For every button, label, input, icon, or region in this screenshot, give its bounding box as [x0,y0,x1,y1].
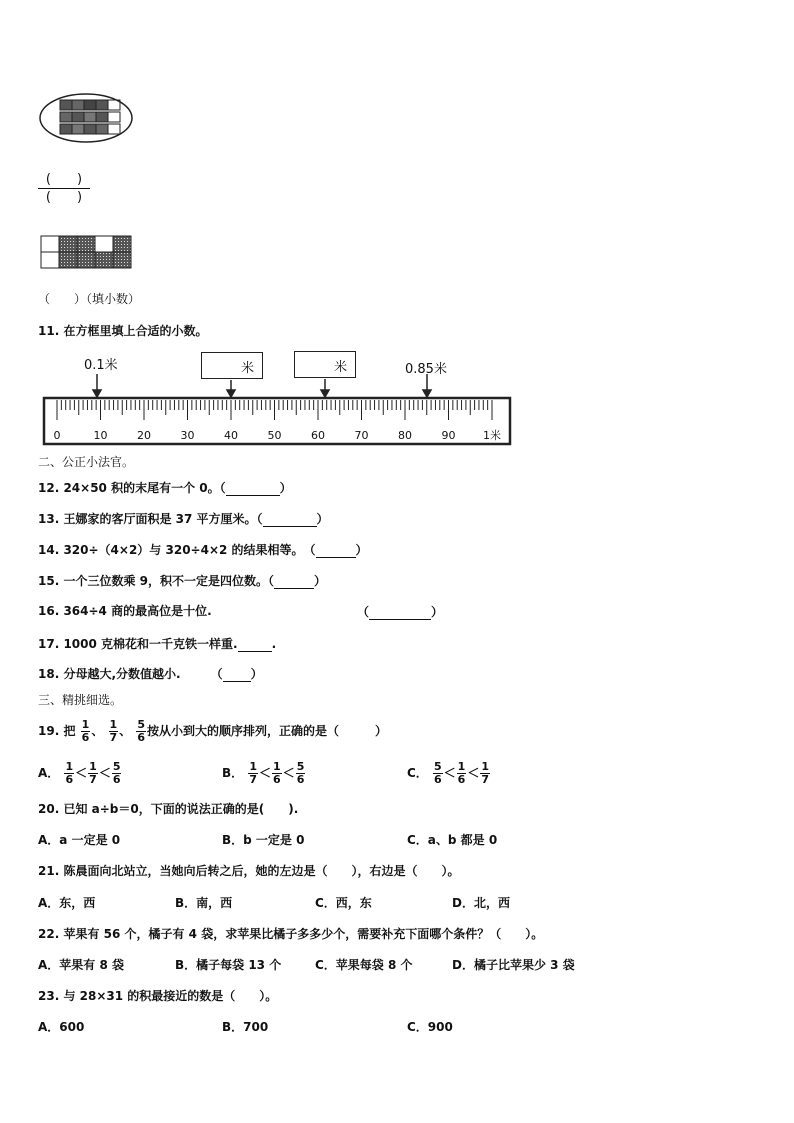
ruler-tick-label: 30 [180,429,195,442]
q20-option-c[interactable]: C．a、b 都是 0 [407,833,498,847]
q21-option-a[interactable]: A．东，西 [38,896,96,910]
section-3-title: 三、精挑细选。 [38,693,123,707]
fraction: $\frac{1}{7}$ [109,718,118,744]
q23-option-c[interactable]: C．900 [407,1020,453,1034]
ruler-svg [40,346,514,450]
question-text: 在方框里填上合适的小数。 [63,324,208,338]
ruler-tick-label: 70 [354,429,369,442]
answer-blank[interactable] [316,541,356,558]
fraction: $\frac{1}{6}$ [65,760,74,786]
question-text: 一个三位数乘 9，积不一定是四位数。（ [63,574,274,588]
less-than-sign: ＜ [259,766,272,780]
question-12: 12. 24×50 积的末尾有一个 0。（ ） [38,481,292,495]
question-16 [38,603,212,619]
q23-option-b[interactable]: B．700 [222,1020,269,1034]
question-number: 17. [38,637,60,651]
question-11 [38,323,207,339]
shaded-grid-figure [40,235,136,269]
fraction: $\frac{1}{7}$ [249,760,257,786]
q20-option-b[interactable]: B．b 一定是 0 [222,833,305,847]
question-text: 1000 克棉花和一千克铁一样重. [63,637,238,651]
fraction: $\frac{1}{7}$ [481,760,489,786]
question-text: 按从小到大的顺序排列，正确的是（ ） [147,724,388,738]
answer-blank[interactable] [223,665,251,682]
ruler-tick-label: 90 [441,429,456,442]
fraction-blank-numerator[interactable]: ( ) [38,172,90,189]
q22-option-d[interactable]: D．橘子比苹果少 3 袋 [452,958,575,972]
question-number: 14. [38,543,60,557]
oval-grid-figure [38,92,134,144]
fraction: $\frac{5}{6}$ [137,718,145,744]
question-number: 11. [38,324,60,338]
question-text: 与 28×31 的积最接近的数是（ ）。 [63,989,278,1003]
answer-blank[interactable] [369,603,431,620]
fraction: $\frac{5}{6}$ [112,760,121,786]
question-14: 14. 320÷（4×2）与 320÷4×2 的结果相等。 （ ） [38,543,368,557]
question-13: 13. 王娜家的客厅面积是 37 平方厘米。（ ） [38,512,329,526]
q22-option-b[interactable]: B．橘子每袋 13 个 [175,958,282,972]
fraction-blank-denominator[interactable]: ( ) [45,190,83,205]
shaded-grid-svg [40,235,136,269]
q22-option-c[interactable]: C．苹果每袋 8 个 [315,958,413,972]
answer-blank[interactable] [274,572,314,589]
question-number: 18. [38,667,60,681]
q21-option-c[interactable]: C．西，东 [315,896,372,910]
decimal-blank: （ ）（填小数） [38,292,141,306]
question-15: 15. 一个三位数乘 9，积不一定是四位数。（ ） [38,574,326,588]
fraction: $\frac{1}{6}$ [273,760,281,786]
q19-option-c[interactable] [407,756,491,790]
section-2-title: 二、公正小法官。 [38,455,135,469]
question-16-blank: （ ） [357,605,444,619]
ruler-label-left: 0.1米 [84,358,118,373]
question-text: 王娜家的客厅面积是 37 平方厘米。（ [63,512,263,526]
ruler-tick-label: 60 [311,429,325,442]
fraction: $\frac{1}{6}$ [81,718,90,744]
question-17: 17. 1000 克棉花和一千克铁一样重. . [38,637,277,651]
q21-option-d[interactable]: D．北，西 [452,896,510,910]
question-text: 24×50 积的末尾有一个 0。（ [63,481,226,495]
fraction: $\frac{1}{6}$ [457,760,466,786]
ruler-tick-label: 10 [93,429,108,442]
q22-option-a[interactable]: A．苹果有 8 袋 [38,958,124,972]
less-than-sign: ＜ [443,766,456,780]
answer-blank[interactable] [263,510,317,527]
question-number: 22. [38,927,60,941]
question-text: 364÷4 商的最高位是十位. [63,604,212,618]
q19-option-a[interactable] [38,756,122,790]
option-label: B． [222,766,244,780]
ruler-box-unit: 米 [333,360,347,375]
question-number: 20. [38,802,60,816]
answer-blank[interactable] [238,635,272,652]
question-21 [38,863,459,879]
question-number: 23. [38,989,60,1003]
question-number: 15. [38,574,60,588]
fraction: $\frac{5}{6}$ [296,760,305,786]
answer-blank[interactable] [226,479,280,496]
question-number: 19. [38,724,60,738]
oval-grid-svg [38,92,134,144]
ruler-box-unit: 米 [240,361,254,376]
question-22 [38,926,543,942]
less-than-sign: ＜ [467,766,480,780]
fraction-blank [38,172,90,207]
ruler-tick-label: 80 [398,429,412,442]
option-label: A． [38,766,60,780]
ruler-figure [40,346,514,450]
q21-option-b[interactable]: B．南，西 [175,896,233,910]
option-label: C． [407,766,428,780]
ruler-label-right: 0.85米 [405,362,447,377]
fraction: $\frac{5}{6}$ [434,760,442,786]
q23-option-a[interactable]: A．600 [38,1020,85,1034]
question-18: 18. 分母越大,分数值越小. （ ） [38,667,263,681]
ruler-tick-label: 1米 [483,429,501,442]
question-20 [38,801,298,817]
ruler-tick-label: 20 [137,429,151,442]
question-number: 16. [38,604,60,618]
question-23 [38,988,277,1004]
question-number: 13. [38,512,60,526]
question-number: 12. [38,481,60,495]
less-than-sign: ＜ [75,766,88,780]
question-text: 苹果有 56 个，橘子有 4 袋，求苹果比橘子多多少个，需要补充下面哪个条件？（ ）。 [63,927,544,941]
question-text: 分母越大,分数值越小. （ [63,667,223,681]
question-number: 21. [38,864,60,878]
ruler-tick-label: 40 [224,429,238,442]
ruler-tick-label: 50 [267,429,282,442]
question-text: 陈晨面向北站立，当她向后转之后，她的左边是（ ），右边是（ ）。 [63,864,460,878]
question-text: 已知 a÷b＝0，下面的说法正确的是( ). [63,802,299,816]
less-than-sign: ＜ [282,766,295,780]
question-19: 19. 把 $\frac{1}{6}$ 、 $\frac{1}{7}$ 、 $\frac{5}{6}$ 按从小到大的顺序排列，正确的是（ ） [38,718,388,744]
fraction: $\frac{1}{7}$ [89,760,97,786]
ruler-tick-label: 0 [53,429,61,442]
question-text: 320÷（4×2）与 320÷4×2 的结果相等。 （ [63,543,316,557]
question-text: 把 [63,724,76,738]
q19-option-b[interactable] [222,756,306,790]
q20-option-a[interactable]: A．a 一定是 0 [38,833,121,847]
less-than-sign: ＜ [98,766,111,780]
